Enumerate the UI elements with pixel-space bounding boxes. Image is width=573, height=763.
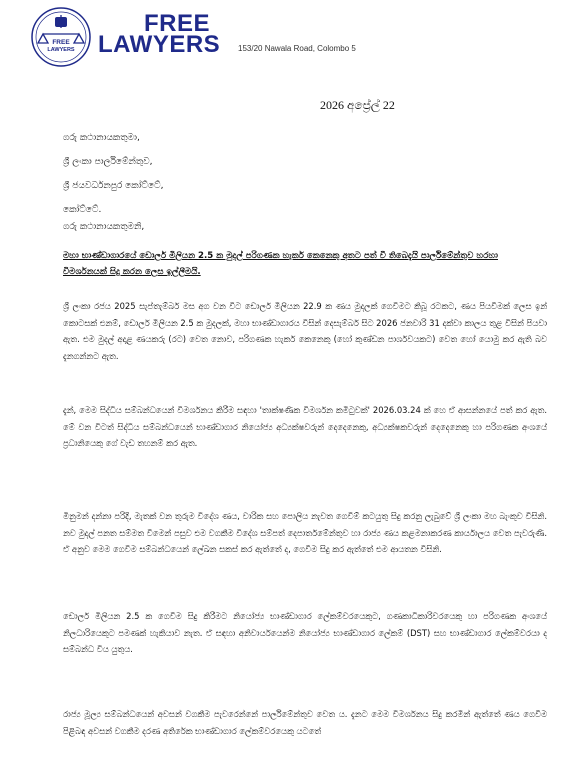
letter-date: 2026 අප්‍රේල් 22 bbox=[320, 98, 395, 112]
body-paragraph: දැන්, මෙම සිද්ධිය සම්බන්ධයෙන් විමර්ශනය කිරීම සඳහා 'තාක්ෂණික විමර්ශන කමිටුවක්' 2026.03.24 ක් හෙ ඒ ආසන්නයේ පත් කර ඇත. මේ වන විටත් සිද්ධිය සම්බන්ධයෙන් භාණ්ඩාගාර නියෝජ්‍ය අධ්‍යක්ෂවරුන් දෙදෙනෙකු, අධ්‍යක්ෂකවරුන් දෙදෙනෙකු හා පරිගණක අංශයේ ප්‍රධානියෙකු ගේ වැඩ තහනම් කර ඇත. bbox=[63, 405, 547, 448]
letterhead-address: 153/20 Nawala Road, Colombo 5 bbox=[238, 44, 356, 53]
logo-text-top: FREE bbox=[52, 39, 70, 46]
letterhead bbox=[30, 6, 550, 66]
body-paragraph: රාජ්‍ය මූල්‍ය සම්බන්ධයෙන් අවසන් වගකීම පැවරෙන්නේ පාර්ලිමේන්තුව වෙත ය. දැනට මෙම විමර්ශනය සිදු කරමින් ඇත්තේ ණය ගෙවීම පිළිබඳ අවසන් වගකීම දරණ අතිරේක භාණ්ඩාගාර ලේකම්වරයෙකු යටතේ bbox=[63, 709, 547, 736]
logo-text-bottom: LAWYERS bbox=[47, 47, 75, 53]
letter-subject: මහා භාණ්ඩාගාරයේ ඩොලර් මිලියන 2.5 ක මුදල් පරිගණක හැකර් කෙනෙකු අතට පත් වී තිබෙදැයි පාර්ලිමේන්තුව හරහා විමර්ශනයක් සිදු කරන ලෙස ඉල්ලීමයි. bbox=[63, 251, 498, 277]
recipient-address bbox=[63, 126, 163, 222]
body-paragraph: මිනුමන් දන්නා පරිදි, මැතක් වන තුරුම විදේශ ණය, වාරික සහ පොලිය නැවත ගෙවීම් කටයුතු සිදු කරනු ලැබුවේ ශ්‍රී ලංකා මහ බැංකුව විසිනි. නව මුදල් පනත සම්මත වීමෙන් පසුව එම වගකීම විදේශ සම්පත් දෙපාර්තමේන්තුව හා රාජ්‍ය ණය කළමනාකරණ කාර්යාලය වෙත පැවරුණි. ඒ අනුව මෙම ගෙවීම සම්බන්ධයෙන් ලේඛන සකස් කර ඇත්තේ ද, ගෙවීම සිදු කර ඇත්තේ එම ආයතන විසිනි. bbox=[63, 511, 548, 554]
body-paragraph: ශ්‍රී ලංකා රජය 2025 සැප්තැම්බර් මස අග වන විට ඩොලර් මිලියන 22.9 ක ණය මුදලක් ගෙවීමට කිබූ රටකට, ණය පියවීමක් ලෙස ඉන් කොටසක් එනම්, ඩොලර් මිලියන 2.5 ක මුදලක්, මහා භාණ්ඩාගාරය විසින් දෙසැම්බර් සිට 2026 ජනවාරි 31 දක්වා කාලය තුළ විසින් පියවා ඇත. එම මුදල් අදාළ ණයකරු (රට) වෙත නොව, පරිගණක හැකර් කෙනෙකු (හෝ කුණ්ඩන පාර්ශවයකට) වෙත හෝ යොමු කර ඇති බව දැනගන්නට ඇත. bbox=[63, 301, 547, 361]
brand-name-line1: FREE bbox=[144, 10, 211, 37]
recipient-line: ශ්‍රී ලංකා පාර්ලිමේන්තුව, bbox=[63, 157, 153, 167]
recipient-line: ශ්‍රී ජයවර්ධනපුර කෝට්ටේ, bbox=[63, 181, 164, 191]
free-lawyers-logo bbox=[30, 6, 92, 68]
brand-name-line2: LAWYERS bbox=[98, 31, 221, 58]
body-paragraph: ඩොලර් මිලියන 2.5 ක ගෙවීම සිදු කිරීමට නියෝජ්‍ය භාණ්ඩාගාර ලේකම්වරයෙකුට, ගණකාධිකාරිවරයෙකු හා පරිගණක අංශයේ නිලධාරියෙකුට පමණක් හැකියාව නැත. ඒ සඳහා අනිවාර්යයෙන්ම නියෝජ්‍ය භාණ්ඩාගාර ලේකම් (DST) සහ භාණ්ඩාගාර ලේකම්වරයා ද සම්බන්ධ විය යුතුය. bbox=[63, 611, 547, 654]
recipient-line: කෝට්ටේ. bbox=[63, 205, 102, 215]
salutation: ගරු කථානායකතුමනි, bbox=[63, 222, 145, 232]
recipient-line: ගරු කථානායකතුමා, bbox=[63, 133, 140, 143]
